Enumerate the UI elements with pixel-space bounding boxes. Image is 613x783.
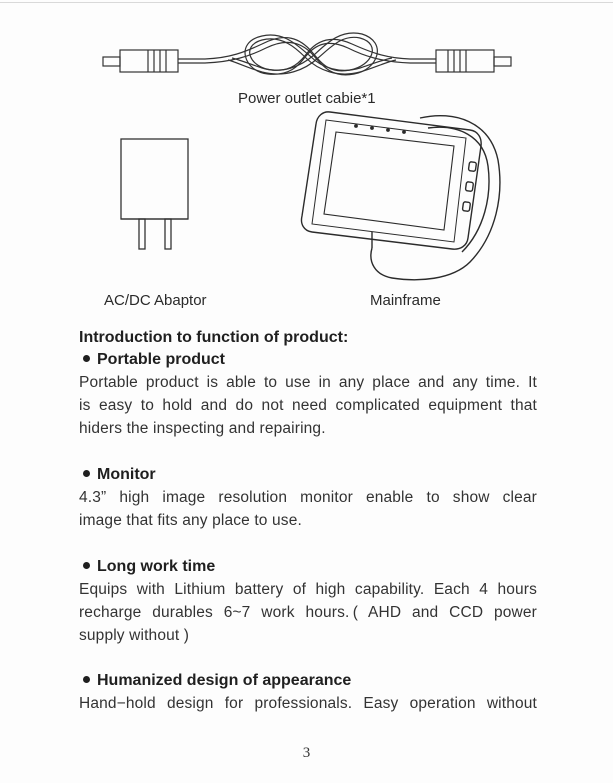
accessories-illustration	[0, 0, 613, 320]
section-paragraph	[79, 486, 537, 532]
ac-dc-adaptor-icon	[121, 139, 188, 249]
power-cable-caption: Power outlet cabie*1	[238, 90, 376, 107]
section-paragraph	[79, 578, 537, 647]
paragraph-line: image that fits any place to use.	[79, 512, 302, 529]
paragraph-line: 4.3” high image resolution monitor enable to show clear	[79, 489, 537, 506]
paragraph-line: Portable product is able to use in any place and any time. It	[79, 374, 537, 391]
bullet-icon	[83, 562, 90, 569]
page-number: 3	[302, 745, 311, 761]
section-monitor	[79, 464, 537, 532]
mainframe-device-icon	[301, 112, 499, 280]
section-heading: Long work time	[79, 556, 537, 578]
section-long-work-time	[79, 556, 537, 647]
adaptor-caption: AC/DC Abaptor	[104, 292, 207, 309]
section-paragraph	[79, 692, 537, 715]
paragraph-line: is easy to hold and do not need complicated equipment that	[79, 397, 537, 414]
paragraph-line: Hand−hold design for professionals. Easy operation without	[79, 695, 537, 712]
section-heading: Monitor	[79, 464, 537, 486]
section-portable-product	[79, 349, 537, 440]
intro-title: Introduction to function of product:	[79, 329, 349, 346]
section-heading: Humanized design of appearance	[79, 670, 537, 692]
bullet-icon	[83, 355, 90, 362]
paragraph-line: hiders the inspecting and repairing.	[79, 420, 326, 437]
section-humanized-design	[79, 670, 537, 715]
section-paragraph	[79, 371, 537, 440]
bullet-icon	[83, 676, 90, 683]
paragraph-line: Equips with Lithium battery of high capability. Each 4 hours	[79, 581, 537, 598]
bullet-icon	[83, 470, 90, 477]
paragraph-line: supply without )	[79, 627, 190, 644]
mainframe-caption: Mainframe	[370, 292, 441, 309]
power-cable-icon	[103, 33, 511, 75]
section-heading: Portable product	[79, 349, 537, 371]
paragraph-line: recharge durables 6~7 work hours. ( AHD and CCD power	[79, 604, 537, 621]
